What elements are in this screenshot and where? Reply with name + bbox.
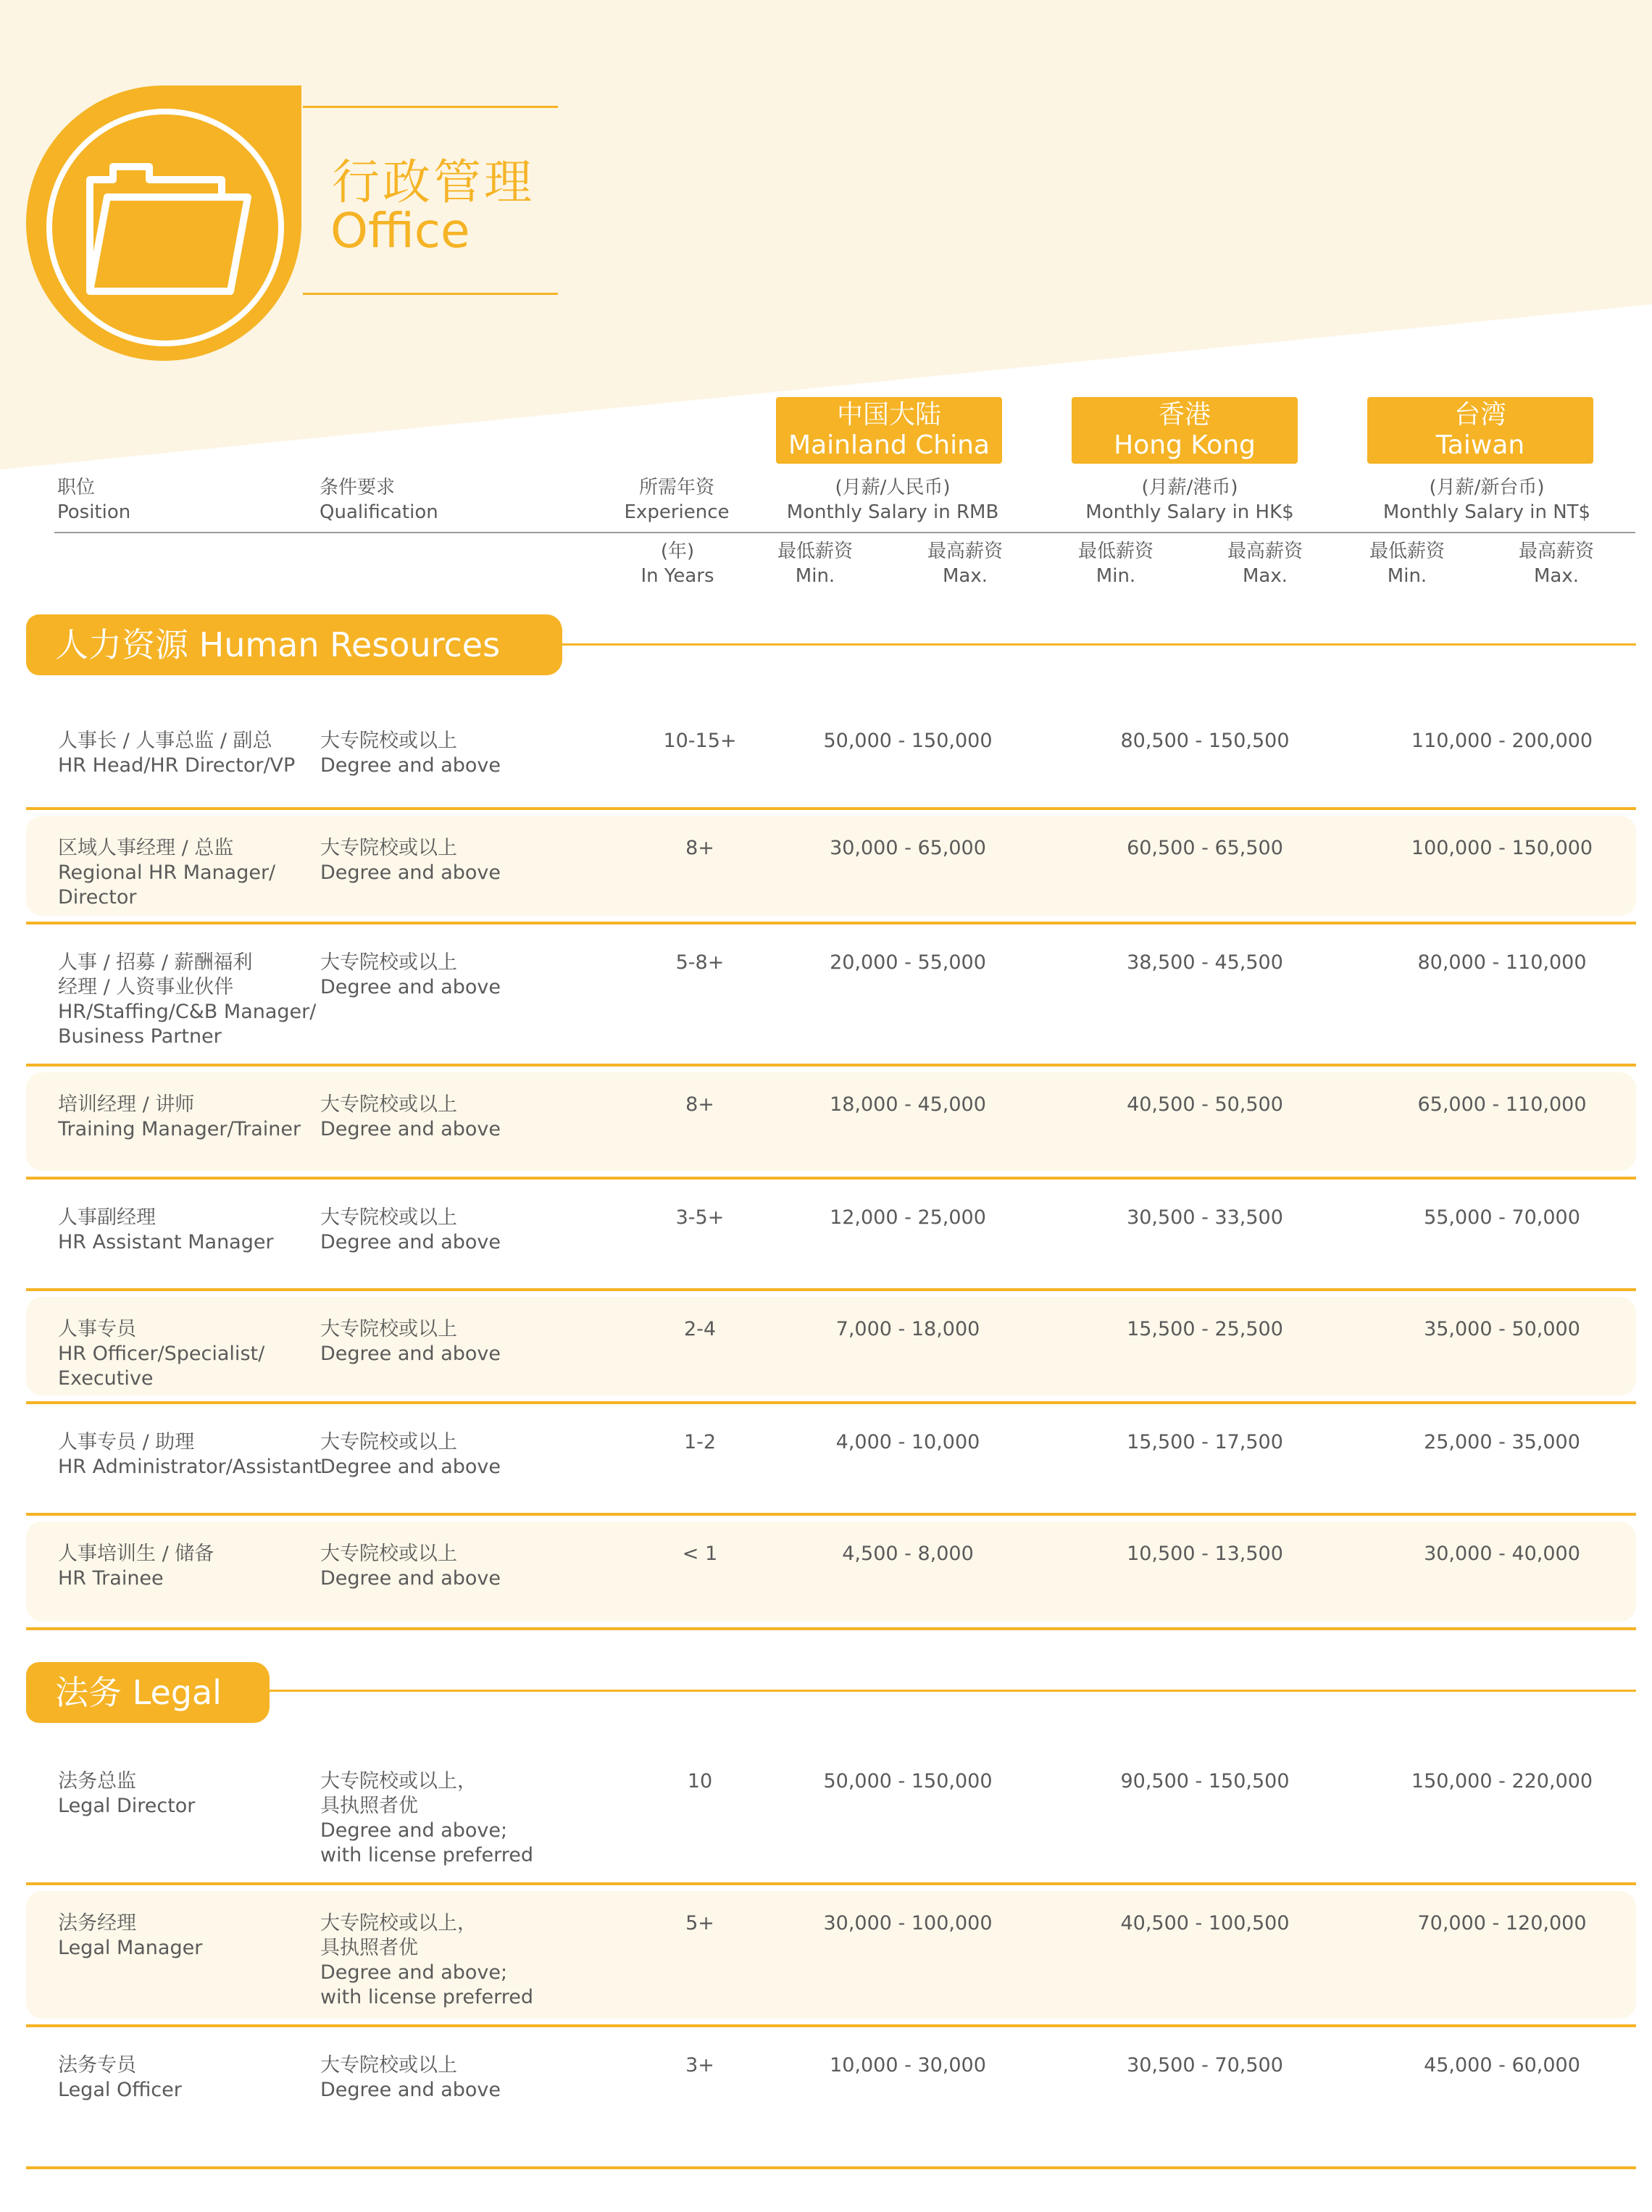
- salary-hk-cell: 40,500 - 100,500: [1120, 1912, 1290, 1935]
- position-cell: 人事长 / 人事总监 / 副总 HR Head/HR Director/VP: [58, 730, 296, 777]
- table-row: [26, 1884, 1636, 2026]
- salary-hk-cell: 15,500 - 17,500: [1127, 1431, 1283, 1453]
- title-rule-top: [303, 106, 558, 108]
- header-unit-hkd: (月薪/港币) Monthly Salary in HK$: [1085, 477, 1294, 523]
- position-cell: 培训经理 / 讲师 Training Manager/Trainer: [58, 1093, 301, 1140]
- position-cell: 法务专员 Legal Officer: [58, 2054, 182, 2101]
- header-years: (年) In Years: [641, 541, 714, 587]
- position-cell: 法务总监 Legal Director: [58, 1770, 196, 1817]
- salary-hk-cell: 40,500 - 50,500: [1127, 1093, 1283, 1116]
- header-min-hk: 最低薪资 Min.: [1077, 541, 1154, 587]
- salary-cn-cell: 30,000 - 65,000: [830, 837, 986, 859]
- salary-cn-cell: 20,000 - 55,000: [830, 951, 986, 974]
- position-cell: 人事专员 / 助理 HR Administrator/Assistant: [58, 1431, 322, 1478]
- experience-cell: < 1: [682, 1543, 718, 1565]
- qualification-cell: 大专院校或以上 Degree and above: [320, 1431, 501, 1478]
- salary-hk-cell: 90,500 - 150,500: [1120, 1770, 1290, 1792]
- row-shading: [26, 1891, 1636, 2019]
- position-cell: 法务经理 Legal Manager: [58, 1912, 203, 1959]
- salary-tw-cell: 70,000 - 120,000: [1417, 1912, 1587, 1935]
- table-row: [26, 1290, 1636, 1403]
- qualification-cell: 大专院校或以上 Degree and above: [320, 1543, 501, 1590]
- section-rule: [270, 1690, 1636, 1692]
- salary-hk-cell: 30,500 - 70,500: [1127, 2054, 1283, 2077]
- position-cell: 区域人事经理 / 总监 Regional HR Manager/ Director: [58, 837, 276, 909]
- page-title-zh: 行政管理: [332, 154, 535, 210]
- experience-cell: 3-5+: [675, 1206, 725, 1229]
- header-max-hk: 最高薪资 Max.: [1227, 541, 1303, 587]
- table-row: [26, 1514, 1636, 1629]
- table-row: [26, 1065, 1636, 1178]
- salary-cn-cell: 30,000 - 100,000: [823, 1912, 993, 1935]
- salary-tw-cell: 35,000 - 50,000: [1424, 1318, 1580, 1340]
- section-title-legal: 法务 Legal: [26, 1662, 270, 1723]
- experience-cell: 3+: [685, 2054, 714, 2077]
- qualification-cell: 大专院校或以上 Degree and above: [320, 1206, 501, 1253]
- table-row: [26, 1178, 1636, 1290]
- salary-cn-cell: 18,000 - 45,000: [830, 1093, 986, 1116]
- row-divider: [26, 2166, 1636, 2169]
- salary-cn-cell: 50,000 - 150,000: [823, 730, 993, 752]
- title-rule-bottom: [303, 293, 558, 295]
- table-row: [26, 809, 1636, 923]
- salary-tw-cell: 110,000 - 200,000: [1411, 730, 1593, 752]
- experience-cell: 5-8+: [675, 951, 725, 974]
- qualification-cell: 大专院校或以上 Degree and above: [320, 951, 501, 998]
- position-cell: 人事专员 HR Officer/Specialist/ Executive: [58, 1318, 265, 1390]
- salary-cn-cell: 10,000 - 30,000: [830, 2054, 986, 2077]
- table-row: [26, 1403, 1636, 1514]
- salary-tw-cell: 30,000 - 40,000: [1424, 1543, 1580, 1565]
- section-title-human-resources: 人力资源 Human Resources: [26, 614, 562, 675]
- header-min-cn: 最低薪资 Min.: [777, 541, 853, 587]
- page-title-en: Office: [330, 203, 470, 259]
- salary-cn-cell: 4,000 - 10,000: [835, 1431, 980, 1453]
- qualification-cell: 大专院校或以上 Degree and above: [320, 730, 501, 777]
- salary-tw-cell: 25,000 - 35,000: [1424, 1431, 1580, 1453]
- experience-cell: 8+: [685, 837, 714, 859]
- salary-cn-cell: 12,000 - 25,000: [830, 1206, 986, 1229]
- table-row: [26, 1742, 1636, 1884]
- header-min-tw: 最低薪资 Min.: [1369, 541, 1445, 587]
- experience-cell: 5+: [685, 1912, 714, 1935]
- office-emblem: [26, 85, 330, 361]
- header-qualification: 条件要求 Qualification: [320, 477, 438, 523]
- experience-cell: 8+: [685, 1093, 714, 1116]
- header-max-tw: 最高薪资 Max.: [1518, 541, 1594, 587]
- row-shading: [26, 1297, 1636, 1395]
- table-row: [26, 701, 1636, 809]
- experience-cell: 10: [687, 1770, 713, 1792]
- qualification-cell: 大专院校或以上， 具执照者优 Degree and above; with license preferred: [320, 1912, 533, 2008]
- row-divider: [26, 1627, 1636, 1630]
- salary-hk-cell: 30,500 - 33,500: [1127, 1206, 1283, 1229]
- region-mainland-china: 中国大陆 Mainland China: [776, 397, 1002, 464]
- salary-cn-cell: 50,000 - 150,000: [823, 1770, 993, 1792]
- table-row: [26, 923, 1636, 1065]
- qualification-cell: 大专院校或以上 Degree and above: [320, 837, 501, 884]
- position-cell: 人事 / 招募 / 薪酬福利 经理 / 人资事业伙伴 HR/Staffing/C&B Manager/ Business Partner: [58, 951, 317, 1048]
- qualification-cell: 大专院校或以上 Degree and above: [320, 2054, 501, 2101]
- salary-tw-cell: 150,000 - 220,000: [1411, 1770, 1593, 1792]
- salary-tw-cell: 45,000 - 60,000: [1424, 2054, 1580, 2077]
- qualification-cell: 大专院校或以上 Degree and above: [320, 1093, 501, 1140]
- salary-tw-cell: 80,000 - 110,000: [1417, 951, 1587, 974]
- salary-tw-cell: 65,000 - 110,000: [1417, 1093, 1587, 1116]
- salary-hk-cell: 15,500 - 25,500: [1127, 1318, 1283, 1340]
- salary-hk-cell: 10,500 - 13,500: [1127, 1543, 1283, 1565]
- header-position: 职位 Position: [57, 477, 131, 523]
- qualification-cell: 大专院校或以上 Degree and above: [320, 1318, 501, 1365]
- row-shading: [26, 1522, 1636, 1622]
- experience-cell: 1-2: [683, 1431, 717, 1453]
- salary-hk-cell: 80,500 - 150,500: [1120, 730, 1290, 752]
- salary-tw-cell: 100,000 - 150,000: [1411, 837, 1593, 859]
- header-unit-rmb: (月薪/人民币) Monthly Salary in RMB: [786, 477, 999, 523]
- section-rule: [562, 643, 1636, 646]
- header-experience: 所需年资 Experience: [624, 477, 730, 523]
- header-max-cn: 最高薪资 Max.: [927, 541, 1003, 587]
- salary-cn-cell: 4,500 - 8,000: [842, 1543, 974, 1565]
- experience-cell: 10-15+: [663, 730, 737, 752]
- region-hong-kong: 香港 Hong Kong: [1072, 397, 1298, 464]
- position-cell: 人事副经理 HR Assistant Manager: [58, 1206, 274, 1253]
- region-taiwan: 台湾 Taiwan: [1367, 397, 1593, 464]
- salary-tw-cell: 55,000 - 70,000: [1424, 1206, 1580, 1229]
- qualification-cell: 大专院校或以上， 具执照者优 Degree and above; with license preferred: [320, 1770, 533, 1866]
- position-cell: 人事培训生 / 储备 HR Trainee: [58, 1543, 214, 1590]
- experience-cell: 2-4: [683, 1318, 717, 1340]
- header-unit-ntd: (月薪/新台币) Monthly Salary in NT$: [1382, 477, 1591, 523]
- salary-hk-cell: 60,500 - 65,500: [1127, 837, 1283, 859]
- table-row: [26, 2026, 1636, 2168]
- salary-cn-cell: 7,000 - 18,000: [835, 1318, 980, 1340]
- salary-hk-cell: 38,500 - 45,500: [1127, 951, 1283, 974]
- header-divider: [54, 532, 1635, 533]
